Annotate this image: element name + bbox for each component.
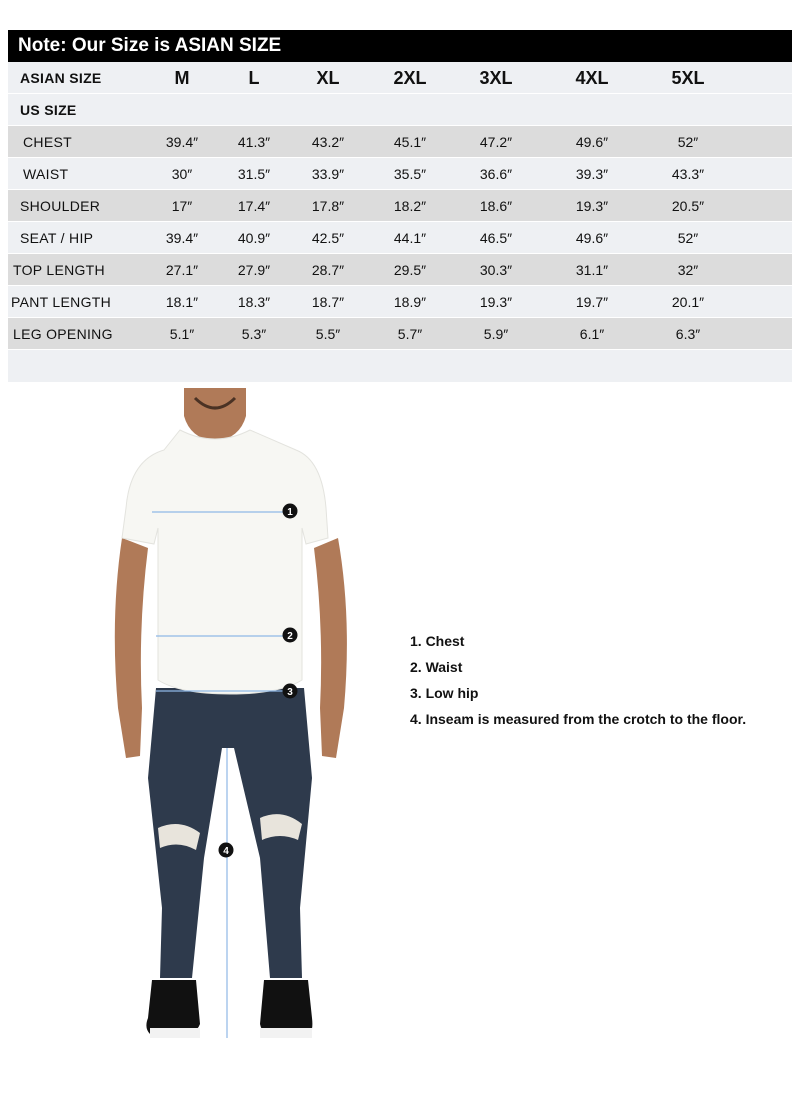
table-cell: 35.5″ [393, 166, 427, 182]
right-shoe [260, 980, 312, 1036]
table-footer-row [8, 350, 792, 382]
table-cell: 49.6″ [575, 230, 609, 246]
table-cell: 36.6″ [479, 166, 513, 182]
table-cell: 29.5″ [393, 262, 427, 278]
asian-size-label: ASIAN SIZE [20, 70, 102, 86]
table-cell: 18.7″ [311, 294, 345, 310]
tshirt-shape [122, 430, 328, 694]
table-cell: 6.3″ [675, 326, 701, 342]
table-cell: 18.6″ [479, 198, 513, 214]
legend-item-low-hip: 3. Low hip [410, 685, 479, 701]
table-row [8, 158, 792, 190]
table-cell: 6.1″ [579, 326, 605, 342]
table-row [8, 126, 792, 158]
row-label: PANT LENGTH [11, 294, 112, 310]
row-label: LEG OPENING [13, 326, 113, 342]
table-cell: 31.5″ [237, 166, 271, 182]
table-cell: 5.9″ [483, 326, 509, 342]
table-cell: 30″ [171, 166, 193, 182]
row-label: WAIST [23, 166, 69, 182]
left-shoe-sole [150, 1028, 200, 1038]
right-arm [314, 538, 347, 758]
table-cell: 19.3″ [479, 294, 513, 310]
right-shoe-sole [260, 1028, 312, 1038]
table-cell: 45.1″ [393, 134, 427, 150]
marker-waist [283, 628, 298, 643]
table-row [8, 286, 792, 318]
row-label: SEAT / HIP [20, 230, 94, 246]
legend-item-inseam: 4. Inseam is measured from the crotch to the floor. [410, 711, 747, 727]
marker-chest [283, 504, 298, 519]
legend-item-chest: 1. Chest [410, 633, 465, 649]
table-cell: 5.3″ [241, 326, 267, 342]
model-illustration [100, 388, 360, 1068]
table-cell: 18.2″ [393, 198, 427, 214]
table-cell: 40.9″ [237, 230, 271, 246]
measurement-legend [410, 631, 746, 735]
row-label: TOP LENGTH [13, 262, 105, 278]
table-cell: 18.3″ [237, 294, 271, 310]
table-row [8, 254, 792, 286]
table-cell: 19.3″ [575, 198, 609, 214]
table-cell: 49.6″ [575, 134, 609, 150]
marker-inseam [219, 843, 234, 858]
table-cell: 43.2″ [311, 134, 345, 150]
model-figure [100, 388, 360, 1068]
table-cell: 19.7″ [575, 294, 609, 310]
table-cell: 33.9″ [311, 166, 345, 182]
table-cell: 5.7″ [397, 326, 423, 342]
table-cell: 39.3″ [575, 166, 609, 182]
table-cell: 42.5″ [311, 230, 345, 246]
table-cell: 47.2″ [479, 134, 513, 150]
header-row [8, 62, 792, 94]
table-cell: 31.1″ [575, 262, 609, 278]
marker-label: 1 [287, 507, 293, 518]
table-row [8, 318, 792, 350]
table-cell: 28.7″ [311, 262, 345, 278]
table-cell: 52″ [677, 134, 699, 150]
table-cell: 30.3″ [479, 262, 513, 278]
row-label: SHOULDER [20, 198, 101, 214]
left-arm [115, 538, 148, 758]
table-cell: 20.5″ [671, 198, 705, 214]
table-cell: 39.4″ [165, 134, 199, 150]
size-header-m: M [174, 68, 190, 88]
table-cell: 32″ [677, 262, 699, 278]
marker-label: 4 [223, 846, 229, 857]
table-cell: 20.1″ [671, 294, 705, 310]
table-cell: 27.9″ [237, 262, 271, 278]
us-size-row [8, 94, 792, 126]
table-cell: 17.8″ [311, 198, 345, 214]
table-cell: 46.5″ [479, 230, 513, 246]
table-cell: 18.1″ [165, 294, 199, 310]
table-cell: 17″ [171, 198, 193, 214]
marker-label: 3 [287, 687, 293, 698]
table-cell: 43.3″ [671, 166, 705, 182]
size-note-banner: Note: Our Size is ASIAN SIZE [8, 30, 792, 62]
size-header-xl: XL [316, 68, 340, 88]
us-size-label: US SIZE [20, 102, 77, 118]
table-cell: 52″ [677, 230, 699, 246]
table-cell: 41.3″ [237, 134, 271, 150]
table-row [8, 190, 792, 222]
table-cell: 5.1″ [169, 326, 195, 342]
marker-low-hip [283, 684, 298, 699]
size-header-5xl: 5XL [671, 68, 705, 88]
row-label: CHEST [23, 134, 72, 150]
marker-label: 2 [287, 631, 293, 642]
size-header-2xl: 2XL [393, 68, 427, 88]
table-cell: 39.4″ [165, 230, 199, 246]
table-cell: 18.9″ [393, 294, 427, 310]
table-cell: 17.4″ [237, 198, 271, 214]
size-chart-table [8, 30, 792, 382]
size-header-4xl: 4XL [575, 68, 609, 88]
table-row [8, 222, 792, 254]
head-shape [184, 388, 246, 442]
legend-item-waist: 2. Waist [410, 659, 463, 675]
table-cell: 27.1″ [165, 262, 199, 278]
table-cell: 44.1″ [393, 230, 427, 246]
left-shoe [146, 980, 200, 1036]
size-header-l: L [248, 68, 260, 88]
table-cell: 5.5″ [315, 326, 341, 342]
size-header-3xl: 3XL [479, 68, 513, 88]
